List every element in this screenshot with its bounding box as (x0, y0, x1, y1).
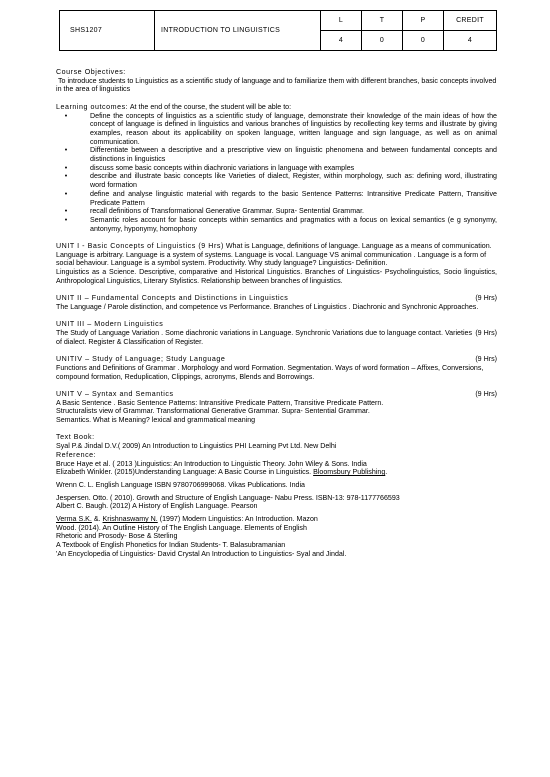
unit-5-line-3: Semantics. What is Meaning? lexical and grammatical meaning (56, 416, 256, 425)
reference-entry-10: 'An Encyclopedia of Linguistics- David Crystal An Introduction to Linguistics- Syal and Jindal. (56, 549, 347, 558)
value-l: 4 (321, 31, 362, 51)
list-item: • Define the concepts of linguistics as a scientific study of language, demonstrate their knowledge of the main ideas of how the concept of language is defined in linguistics and various branches of linguistics by recollecting key terms and illustrate by giving examples, reason about its applicability on spoken language, written language and sign language, as well as on animal communication. (64, 111, 497, 146)
unit-1-text: What is Language, definitions of language. Language as a means of communication. Language is arbitrary. Language is a system of systems. Language is vocal. Language VS animal communication . Language is a form of social behaviour. Language is a symbol system. Productivity. Why study language? Linguistics- Definition. (56, 242, 492, 268)
unit-4-heading: UNITIV – Study of Language; Study Language (56, 355, 226, 364)
unit-3-hours: (9 Hrs) (475, 329, 497, 338)
reference-entry-4: Jespersen. Otto. ( 2010). Growth and Structure of English Language- Nabu Press. ISBN-13: 978-1177766593 (56, 493, 400, 502)
author-link-krishnaswamy: Krishnaswamy N. (102, 515, 158, 524)
unit-4-hours: (9 Hrs) (475, 355, 497, 364)
unit-2-text: The Language / Parole distinction, and competence vs Performance. Branches of Linguistics . Diachronic and Synchronic Approaches. (56, 302, 479, 311)
reference-entry-5: Albert C. Baugh. (2012) A History of English Language. Pearson (56, 502, 258, 511)
objectives-heading: Course Objectives: (56, 68, 126, 76)
unit-5-heading: UNIT V – Syntax and Semantics (56, 389, 174, 398)
author-link-verma: Verma S.K. (56, 515, 92, 524)
reference-entry-8: Rhetoric and Prosody- Bose & Sterling (56, 532, 178, 541)
list-item: • define and analyse linguistic material with regards to the basic Sentence Patterns: Intransitive Predicate Pattern, Transitive Predicate Pattern (64, 189, 497, 207)
unit-1-text-2: Linguistics as a Science. Descriptive, comparative and Historical Linguistics. Branches of Linguistics- Psycholinguistics, Socio linguistics, Anthropological Linguistics, Literary Stylistics. Relationship between branches of linguistics. (56, 268, 497, 285)
unit-5-heading-row (56, 390, 497, 399)
outcomes-list (56, 112, 497, 234)
list-item: • discuss some basic concepts within diachronic variations in language with examples (64, 163, 355, 172)
reference-entry-7: Wood. (2014). An Outline History of The English Language. Elements of English (56, 523, 307, 532)
reference-entry-1: Bruce Haye et al. ( 2013 )Linguistics: An Introduction to Linguistic Theory. John Wiley & Sons. India (56, 459, 367, 468)
unit-5-line-1: A Basic Sentence . Basic Sentence Patterns: Intransitive Predicate Pattern, Transitive Predicate Pattern. (56, 398, 384, 407)
value-t: 0 (362, 31, 403, 51)
outcomes-intro: Learning outcomes: At the end of the course, the student will be able to: (56, 102, 292, 111)
reference-entry-3: Wrenn C. L. English Language ISBN 9780706999068. Vikas Publications. India (56, 480, 305, 489)
unit-2-heading: UNIT II – Fundamental Concepts and Distinctions in Linguistics (56, 294, 289, 303)
reference-entry-2: Elizabeth Winkler. (2015)Understanding Language: A Basic Course in Linguistics. Bloomsbury Publishing. (56, 468, 388, 477)
unit-5-hours: (9 Hrs) (475, 389, 497, 398)
unit-1-section (56, 242, 497, 268)
publisher-link: Bloomsbury Publishing (313, 468, 386, 477)
reference-entry-6: Verma S.K. &. Krishnaswamy N. (1997) Modern Linguistics: An Introduction. Mazon (56, 515, 318, 524)
value-credit: 4 (444, 31, 497, 51)
unit-3-text: The Study of Language Variation . Some diachronic variations in Language. Synchronic Variations due to language contact. Varieties of dialect. Register & Classification of Register. (56, 329, 473, 346)
unit-4-text: Functions and Definitions of Grammar . Morphology and word Formation. Segmentation. Ways of word formation – Affixes, Conversions, compound formation, Reduplication, Clippings, acronyms, Blends and Borrowings. (56, 363, 484, 381)
unit-2-heading-row (56, 294, 497, 303)
textbook-entry: Syal P.& Jindal D.V.( 2009) An Introduction to Linguistics PHI Learning Pvt Ltd. New Delhi (56, 442, 337, 451)
list-item: • Differentiate between a descriptive and a prescriptive view on linguistic phenomena and between fundamental concepts and distinctions in linguistics (64, 146, 497, 164)
syllabus-content (56, 68, 497, 559)
header-t: T (362, 11, 403, 31)
unit-2-hours: (9 Hrs) (475, 294, 497, 303)
unit-5-line-2: Structuralists view of Grammar. Transformational Generative Grammar. Supra- Sentential Grammar. (56, 407, 370, 416)
list-item: • describe and illustrate basic concepts like Varieties of dialect, Register, within morphology, such as: defining word, illustrating word formation (64, 172, 497, 190)
value-p: 0 (403, 31, 444, 51)
course-header-table (59, 10, 497, 51)
list-item: • recall definitions of Transformational Generative Grammar. Supra- Sentential Grammar. (64, 207, 365, 216)
textbook-heading: Text Book: (56, 433, 95, 442)
course-title: INTRODUCTION TO LINGUISTICS (155, 11, 321, 51)
outcomes-heading: Learning outcomes: (56, 102, 129, 111)
unit-1-heading: UNIT I - Basic Concepts of Linguistics (9 Hrs) (56, 242, 224, 251)
reference-heading: Reference: (56, 450, 97, 459)
header-l: L (321, 11, 362, 31)
header-credit: CREDIT (444, 11, 497, 31)
unit-3-heading: UNIT III – Modern Linguistics (56, 320, 164, 329)
list-item: • Semantic roles account for basic concepts within semantics and pragmatics with a focus on lexical semantics (e g synonymy, antonymy, hyponymy, homophony (64, 215, 497, 233)
course-code: SHS1207 (60, 11, 155, 51)
unit-3-text-row (56, 329, 497, 346)
header-p: P (403, 11, 444, 31)
reference-entry-9: A Textbook of English Phonetics for Indian Students- T. Balasubramanian (56, 541, 286, 550)
objectives-text: To introduce students to Linguistics as a scientific study of language and to familiarize them with different branches, basic concepts involved in the area of linguistics (56, 76, 497, 94)
unit-4-heading-row (56, 355, 497, 364)
